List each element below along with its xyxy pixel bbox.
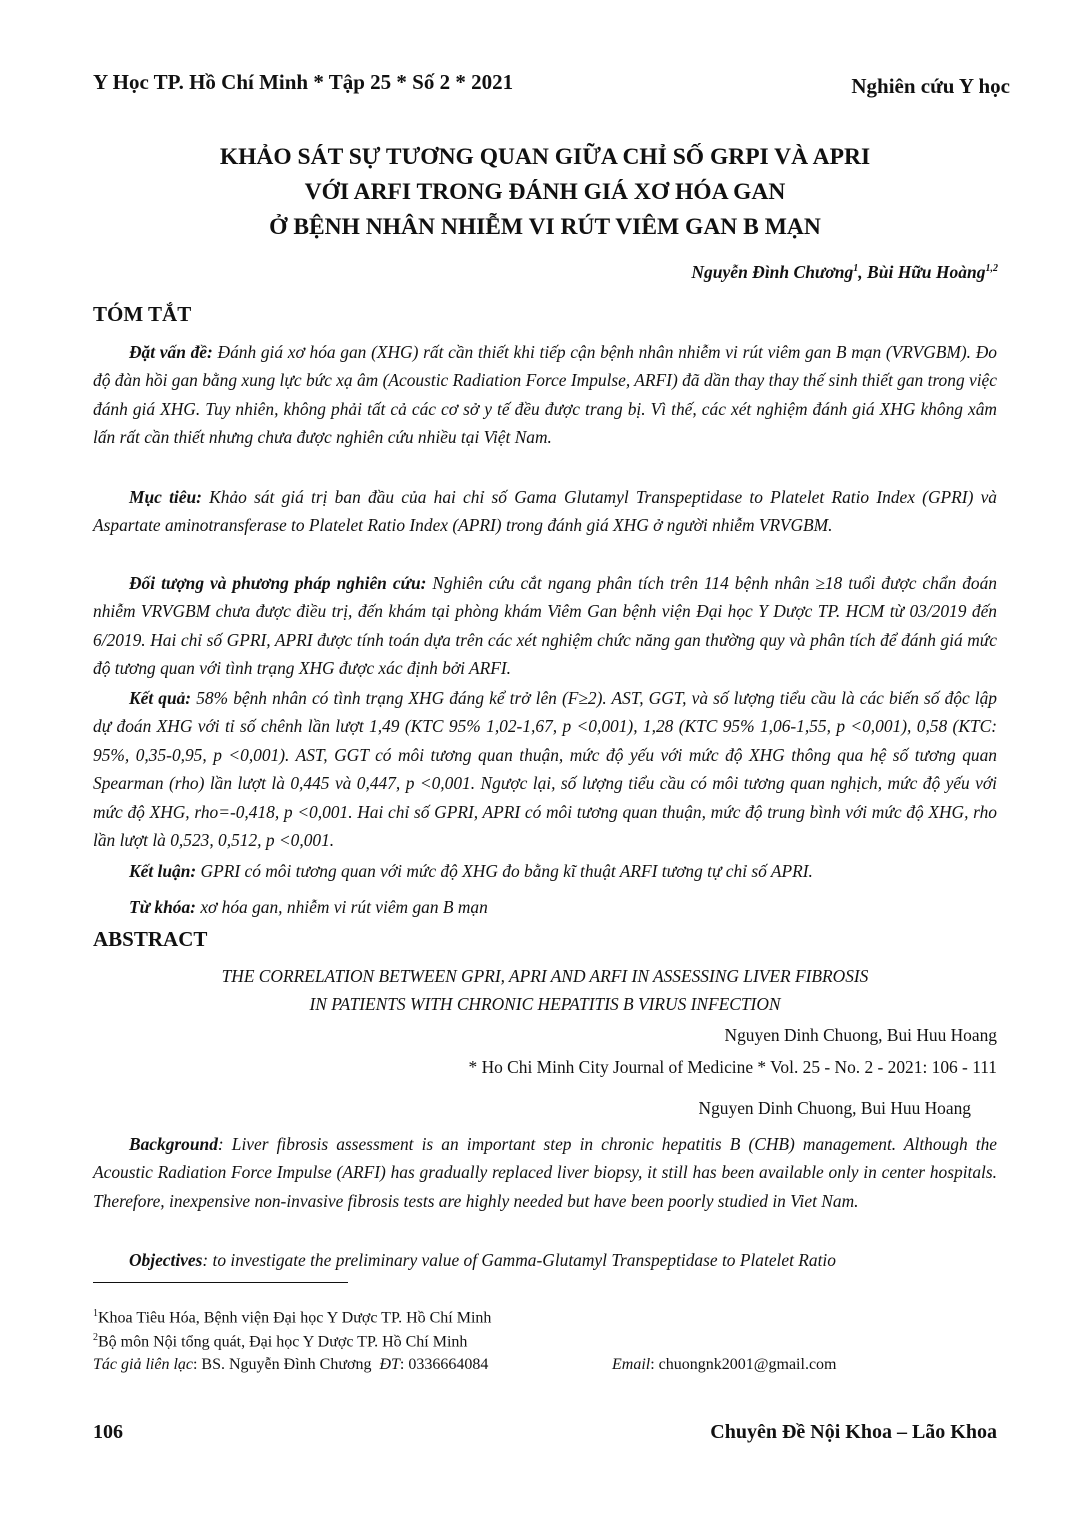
abstract-title [93, 962, 997, 1018]
footnote-2-mark: 2 [93, 1332, 98, 1343]
contact-label: Tác giả liên lạc [93, 1356, 193, 1373]
text-muc-tieu: Khảo sát giá trị ban đầu của hai chỉ số Gama Glutamyl Transpeptidase to Platelet Ratio Index (GPRI) và Aspartate aminotransferase to Platelet Ratio Index (APRI) trong đánh giá XHG ở người nhiễm VRVGBM. [93, 487, 997, 536]
title-line-2: VỚI ARFI TRONG ĐÁNH GIÁ XƠ HÓA GAN [304, 179, 786, 205]
author-1-affil: 1 [853, 263, 859, 275]
footnote-1-mark: 1 [93, 1308, 98, 1319]
label-dat-van-de: Đặt vấn đề: [129, 342, 213, 362]
text-dat-van-de: Đánh giá xơ hóa gan (XHG) rất cần thiết khi tiếp cận bệnh nhân nhiễm vi rút viêm gan B mạn (VRVGBM). Đo độ đàn hồi gan bằng xung lực bức xạ âm (Acoustic Radiation Force Impulse, ARFI) đã dần thay thay thế sinh thiết gan trong việc đánh giá XHG. Tuy nhiên, không phải tất cả các cơ sở y tế đều được trang bị. Vì thế, các xét nghiệm đánh giá XHG không xâm lấn rất cần thiết nhưng chưa được nghiên cứu nhiều tại Việt Nam. [93, 342, 997, 448]
para-background [93, 1130, 997, 1215]
article-title [93, 140, 997, 245]
label-objectives: Objectives [129, 1250, 203, 1270]
para-muc-tieu [93, 483, 997, 540]
text-doi-tuong: Nghiên cứu cắt ngang phân tích trên 114 bệnh nhân ≥18 tuổi được chẩn đoán nhiễm VRVGBM chưa được điều trị, đến khám tại phòng khám Viêm Gan bệnh viện Đại học Y Dược TP. HCM từ 03/2019 đến 6/2019. Hai chỉ số GPRI, APRI được tính toán dựa trên các xét nghiệm chức năng gan thường quy và phân tích để đánh giá mức độ tương quan với tình trạng XHG được xác định bởi ARFI. [93, 573, 997, 679]
authors-vn [691, 262, 998, 283]
footnote-2-text: Bộ môn Nội tổng quát, Đại học Y Dược TP. Hồ Chí Minh [98, 1333, 468, 1351]
text-background: : Liver fibrosis assessment is an important step in chronic hepatitis B (CHB) management. Although the Acoustic Radiation Force Impulse (ARFI) has gradually replaced liver biopsy, it still has been available only in center hospitals. Therefore, inexpensive non-invasive fibrosis tests are highly needed but have been poorly studied in Viet Nam. [93, 1134, 997, 1211]
footnote-contact [93, 1356, 488, 1374]
phone-number: : 0336664084 [399, 1356, 489, 1373]
abstract-title-line-1: THE CORRELATION BETWEEN GPRI, APRI AND ARFI IN ASSESSING LIVER FIBROSIS [221, 966, 869, 986]
text-tu-khoa: xơ hóa gan, nhiễm vi rút viêm gan B mạn [200, 897, 488, 917]
footnote-2 [93, 1332, 467, 1351]
email-address: : chuongnk2001@gmail.com [650, 1356, 837, 1373]
footnote-1 [93, 1308, 491, 1327]
text-ket-qua: 58% bệnh nhân có tình trạng XHG đáng kể trở lên (F≥2). AST, GGT, và số lượng tiểu cầu là các biến số độc lập dự đoán XHG với tỉ số chênh lần lượt 1,49 (KTC 95% 1,02-1,67, p <0,001), 1,28 (KTC 95% 1,06-1,55, p <0,001), 0,58 (KTC: 95%, 0,35-0,95, p <0,001). AST, GGT có môi tương quan thuận, mức độ yếu với mức độ XHG thông qua hệ số tương quan Spearman (rho) lần lượt là 0,445 và 0,447, p <0,001. Ngược lại, số lượng tiểu cầu có môi tương quan nghịch, mức độ yếu với mức độ XHG, rho=-0,418, p <0,001. Hai chỉ số GPRI, APRI có môi tương quan thuận, mức độ trung bình với mức độ XHG, rho lần lượt là 0,523, 0,512, p <0,001. [93, 688, 997, 851]
para-objectives [93, 1246, 997, 1274]
label-background: Background [129, 1134, 218, 1154]
text-objectives: : to investigate the preliminary value of Gamma-Glutamyl Transpeptidase to Platelet Ratio [202, 1250, 836, 1270]
label-ket-qua: Kết quả: [129, 688, 192, 708]
footnote-divider [93, 1282, 348, 1283]
para-ket-qua [93, 684, 997, 854]
label-tu-khoa: Từ khóa: [129, 897, 196, 917]
author-sep: , [858, 262, 868, 282]
para-dat-van-de [93, 338, 997, 452]
author-2-affil: 1,2 [985, 263, 998, 275]
abstract-authors-repeat: Nguyen Dinh Chuong, Bui Huu Hoang [698, 1098, 971, 1118]
phone-label: ĐT [379, 1356, 400, 1373]
abstract-title-line-2: IN PATIENTS WITH CHRONIC HEPATITIS B VIRUS INFECTION [309, 994, 781, 1014]
journal-header: Y Học TP. Hồ Chí Minh * Tập 25 * Số 2 * 2021 [93, 70, 514, 94]
label-muc-tieu: Mục tiêu: [129, 487, 202, 507]
section-header: Nghiên cứu Y học [851, 74, 1010, 98]
para-ket-luan [93, 857, 997, 885]
title-line-1: KHẢO SÁT SỰ TƯƠNG QUAN GIỮA CHỈ SỐ GRPI VÀ APRI [219, 144, 871, 170]
author-2: Bùi Hữu Hoàng [867, 262, 986, 282]
footnote-1-text: Khoa Tiêu Hóa, Bệnh viện Đại học Y Dược TP. Hồ Chí Minh [98, 1309, 492, 1327]
author-1: Nguyễn Đình Chương [691, 262, 854, 282]
label-doi-tuong: Đối tượng và phương pháp nghiên cứu: [129, 573, 427, 593]
para-tu-khoa [93, 893, 997, 921]
contact-name: : BS. Nguyễn Đình Chương [192, 1356, 372, 1373]
abstract-authors: Nguyen Dinh Chuong, Bui Huu Hoang [724, 1025, 997, 1045]
label-ket-luan: Kết luận: [129, 861, 197, 881]
title-line-3: Ở BỆNH NHÂN NHIỄM VI RÚT VIÊM GAN B MẠN [269, 214, 821, 240]
abstract-heading: ABSTRACT [93, 927, 208, 951]
footer-section: Chuyên Đề Nội Khoa – Lão Khoa [710, 1421, 997, 1443]
email-label: Email [612, 1356, 651, 1373]
abstract-citation: * Ho Chi Minh City Journal of Medicine * Vol. 25 - No. 2 - 2021: 106 - 111 [468, 1057, 997, 1077]
footnote-email [612, 1356, 836, 1374]
text-ket-luan: GPRI có môi tương quan với mức độ XHG đo bằng kĩ thuật ARFI tương tự chỉ số APRI. [200, 861, 813, 881]
para-doi-tuong [93, 569, 997, 683]
page-number: 106 [93, 1421, 123, 1443]
summary-heading: TÓM TẮT [93, 302, 192, 326]
